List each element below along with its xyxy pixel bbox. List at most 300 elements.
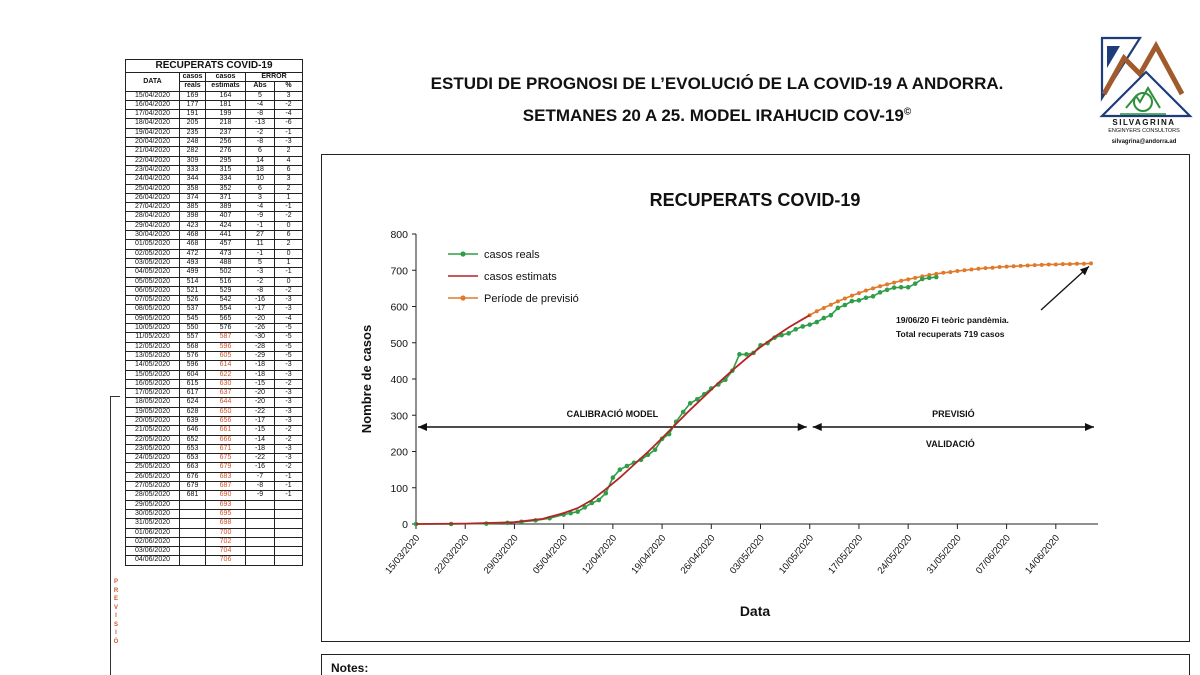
previsio-vertical-letter: I — [115, 630, 117, 636]
cell-error-abs: 5 — [246, 258, 275, 267]
series-point-real — [597, 498, 602, 503]
table-row — [126, 156, 303, 165]
cell-date: 27/04/2020 — [126, 203, 180, 212]
table-row — [126, 491, 303, 500]
cell-error-pct: -3 — [275, 305, 303, 314]
cell-real: 653 — [180, 454, 206, 463]
x-tick-label: 26/04/2020 — [678, 532, 718, 577]
cell-real: 398 — [180, 212, 206, 221]
series-point-real — [814, 320, 819, 325]
table-row — [126, 435, 303, 444]
table-row — [126, 296, 303, 305]
series-point-real — [829, 313, 834, 318]
cell-error-abs: -14 — [246, 435, 275, 444]
cell-estimat: 702 — [206, 537, 246, 546]
series-point-real — [618, 467, 623, 472]
cell-real — [180, 500, 206, 509]
y-tick-label: 100 — [390, 482, 408, 495]
legend-label: Període de previsió — [484, 293, 579, 305]
x-tick-label: 05/04/2020 — [530, 532, 570, 577]
cell-date: 21/04/2020 — [126, 147, 180, 156]
cell-estimat: 256 — [206, 138, 246, 147]
legend-swatch-point — [460, 251, 465, 256]
y-tick-label: 400 — [390, 374, 408, 386]
x-tick-label: 12/04/2020 — [580, 532, 620, 577]
legend-label: casos reals — [484, 249, 540, 261]
x-tick-label: 17/05/2020 — [826, 532, 866, 577]
cell-date: 28/04/2020 — [126, 212, 180, 221]
cell-real: 628 — [180, 407, 206, 416]
previsio-vertical-label — [112, 578, 120, 646]
cell-error-pct: 6 — [275, 231, 303, 240]
series-point-previsio — [857, 291, 861, 295]
cell-date: 29/04/2020 — [126, 221, 180, 230]
cell-error-pct: -2 — [275, 212, 303, 221]
cell-error-abs: -20 — [246, 314, 275, 323]
cell-date: 10/05/2020 — [126, 324, 180, 333]
table-row — [126, 472, 303, 481]
cell-date: 18/05/2020 — [126, 398, 180, 407]
cell-estimat: 596 — [206, 342, 246, 351]
series-point-previsio — [871, 286, 875, 290]
cell-estimat: 542 — [206, 296, 246, 305]
table-row — [126, 212, 303, 221]
series-point-previsio — [1082, 262, 1086, 266]
cell-date: 17/05/2020 — [126, 389, 180, 398]
period-arrowhead-right — [798, 423, 807, 431]
cell-estimat: 502 — [206, 268, 246, 277]
table-row — [126, 361, 303, 370]
series-point-previsio — [1026, 264, 1030, 268]
cell-date: 17/04/2020 — [126, 110, 180, 119]
table-row — [126, 240, 303, 249]
cell-date: 27/05/2020 — [126, 482, 180, 491]
cell-error-abs — [246, 509, 275, 518]
series-point-previsio — [1075, 262, 1079, 266]
cell-real: 423 — [180, 221, 206, 230]
series-point-previsio — [1061, 262, 1065, 266]
cell-estimat: 683 — [206, 472, 246, 481]
table-row — [126, 547, 303, 556]
x-tick-label: 19/04/2020 — [629, 532, 669, 577]
cell-date: 04/06/2020 — [126, 556, 180, 565]
series-point-real — [934, 275, 939, 280]
cell-estimat: 693 — [206, 500, 246, 509]
cell-estimat: 389 — [206, 203, 246, 212]
cell-estimat: 671 — [206, 444, 246, 453]
cell-estimat: 700 — [206, 528, 246, 537]
x-tick-label: 31/05/2020 — [924, 532, 964, 577]
cell-estimat: 295 — [206, 156, 246, 165]
table-row — [126, 342, 303, 351]
cell-estimat: 315 — [206, 165, 246, 174]
annotation-arrow-line — [1041, 266, 1089, 310]
cell-real: 537 — [180, 305, 206, 314]
cell-real: 550 — [180, 324, 206, 333]
cell-date: 30/05/2020 — [126, 509, 180, 518]
cell-estimat: 661 — [206, 426, 246, 435]
cell-date: 19/04/2020 — [126, 128, 180, 137]
cell-error-pct: 4 — [275, 156, 303, 165]
previsio-vertical-letter: I — [115, 613, 117, 619]
cell-error-abs — [246, 519, 275, 528]
cell-error-pct: -5 — [275, 342, 303, 351]
cell-date: 06/05/2020 — [126, 286, 180, 295]
cell-estimat: 164 — [206, 91, 246, 100]
cell-error-abs: -9 — [246, 212, 275, 221]
previsio-vertical-letter: V — [113, 604, 118, 611]
cell-real: 385 — [180, 203, 206, 212]
cell-estimat: 630 — [206, 379, 246, 388]
series-point-real — [864, 296, 869, 301]
previsio-vertical-letter: E — [113, 596, 118, 602]
cell-estimat: 371 — [206, 193, 246, 202]
series-point-previsio — [1089, 261, 1093, 265]
x-tick-label: 07/06/2020 — [973, 532, 1013, 577]
cell-real: 374 — [180, 193, 206, 202]
cell-date: 12/05/2020 — [126, 342, 180, 351]
cell-estimat: 565 — [206, 314, 246, 323]
cell-real: 468 — [180, 231, 206, 240]
cell-real: 169 — [180, 91, 206, 100]
x-tick-label: 29/03/2020 — [481, 532, 521, 577]
cell-date: 29/05/2020 — [126, 500, 180, 509]
cell-error-abs: 6 — [246, 147, 275, 156]
cell-estimat: 698 — [206, 519, 246, 528]
table-row — [126, 268, 303, 277]
cell-error-abs: -26 — [246, 324, 275, 333]
cell-error-pct: -2 — [275, 435, 303, 444]
series-point-previsio — [850, 294, 854, 298]
cell-estimat: 334 — [206, 175, 246, 184]
table-row — [126, 379, 303, 388]
cell-real: 358 — [180, 184, 206, 193]
series-point-previsio — [969, 268, 973, 272]
table-row — [126, 444, 303, 453]
cell-error-pct — [275, 519, 303, 528]
annotation-line2: Total recuperats 719 casos — [896, 329, 1005, 339]
cell-real — [180, 537, 206, 546]
series-point-previsio — [962, 268, 966, 272]
cell-error-abs: -8 — [246, 110, 275, 119]
table-row — [126, 286, 303, 295]
cell-date: 01/06/2020 — [126, 528, 180, 537]
cell-error-abs: 14 — [246, 156, 275, 165]
series-point-real — [857, 298, 862, 303]
cell-error-abs: -18 — [246, 370, 275, 379]
cell-error-abs: 27 — [246, 231, 275, 240]
cell-error-abs: -2 — [246, 128, 275, 137]
legend-swatch-point — [460, 295, 465, 300]
cell-error-abs: -17 — [246, 305, 275, 314]
series-point-previsio — [822, 306, 826, 310]
cell-date: 03/05/2020 — [126, 258, 180, 267]
series-point-real — [793, 327, 798, 332]
series-point-previsio — [976, 267, 980, 271]
x-tick-label: 24/05/2020 — [875, 532, 915, 577]
table-row — [126, 454, 303, 463]
x-axis-label: Data — [739, 603, 771, 619]
validacio-label: VALIDACIÓ — [925, 439, 975, 449]
series-point-real — [821, 316, 826, 321]
cell-real: 493 — [180, 258, 206, 267]
x-tick-label: 03/05/2020 — [727, 532, 767, 577]
y-tick-label: 200 — [390, 446, 408, 459]
series-point-previsio — [991, 266, 995, 270]
table-row — [126, 519, 303, 528]
cell-error-abs: -13 — [246, 119, 275, 128]
cell-real: 676 — [180, 472, 206, 481]
cell-error-pct: -3 — [275, 361, 303, 370]
cell-estimat: 614 — [206, 361, 246, 370]
series-point-previsio — [1012, 264, 1016, 268]
cell-error-abs: -4 — [246, 203, 275, 212]
cell-error-abs: -8 — [246, 482, 275, 491]
cell-date: 01/05/2020 — [126, 240, 180, 249]
table-row — [126, 128, 303, 137]
cell-estimat: 687 — [206, 482, 246, 491]
col-header-data: DATA — [126, 73, 180, 92]
cell-error-abs: -1 — [246, 249, 275, 258]
cell-estimat: 656 — [206, 416, 246, 425]
y-tick-label: 600 — [390, 301, 408, 314]
cell-error-pct: 1 — [275, 258, 303, 267]
col-header-est-1: casos — [206, 73, 246, 82]
cell-error-abs: -20 — [246, 398, 275, 407]
cell-estimat: 637 — [206, 389, 246, 398]
cell-date: 25/04/2020 — [126, 184, 180, 193]
table-row — [126, 389, 303, 398]
cell-date: 09/05/2020 — [126, 314, 180, 323]
table-row — [126, 500, 303, 509]
cell-estimat: 650 — [206, 407, 246, 416]
col-header-real-1: casos — [180, 73, 206, 82]
cell-error-pct: -2 — [275, 463, 303, 472]
cell-real: 282 — [180, 147, 206, 156]
cell-error-pct: 1 — [275, 193, 303, 202]
cell-error-abs: 18 — [246, 165, 275, 174]
cell-estimat: 695 — [206, 509, 246, 518]
table-row — [126, 370, 303, 379]
cell-error-abs — [246, 537, 275, 546]
cell-error-pct: -3 — [275, 389, 303, 398]
series-point-previsio — [885, 282, 889, 286]
table-row — [126, 407, 303, 416]
cell-date: 26/05/2020 — [126, 472, 180, 481]
cell-error-pct: -3 — [275, 370, 303, 379]
cell-real — [180, 556, 206, 565]
cell-estimat: 587 — [206, 333, 246, 342]
table-row — [126, 100, 303, 109]
cell-error-pct: 2 — [275, 240, 303, 249]
cell-date: 24/04/2020 — [126, 175, 180, 184]
cell-estimat: 473 — [206, 249, 246, 258]
recuperats-table — [125, 59, 303, 566]
cell-date: 14/05/2020 — [126, 361, 180, 370]
cell-estimat: 529 — [206, 286, 246, 295]
cell-real: 248 — [180, 138, 206, 147]
cell-error-pct: -5 — [275, 333, 303, 342]
page-title-line2 — [322, 106, 1112, 126]
period-arrowhead-right — [1085, 423, 1094, 431]
series-point-real — [843, 303, 848, 308]
series-point-previsio — [984, 266, 988, 270]
cell-estimat: 576 — [206, 324, 246, 333]
cell-real: 646 — [180, 426, 206, 435]
cell-error-abs: -16 — [246, 296, 275, 305]
series-point-previsio — [1047, 262, 1051, 266]
series-point-previsio — [1019, 264, 1023, 268]
cell-error-abs: -17 — [246, 416, 275, 425]
cell-error-pct: -1 — [275, 491, 303, 500]
cell-error-abs: -8 — [246, 286, 275, 295]
series-point-real — [625, 464, 630, 469]
table-row — [126, 193, 303, 202]
cell-date: 05/05/2020 — [126, 277, 180, 286]
table-row — [126, 231, 303, 240]
cell-estimat: 276 — [206, 147, 246, 156]
cell-error-abs: -18 — [246, 444, 275, 453]
recuperats-chart — [321, 154, 1190, 642]
cell-real: 663 — [180, 463, 206, 472]
cell-error-abs: -9 — [246, 491, 275, 500]
series-point-real — [892, 285, 897, 290]
cell-real: 617 — [180, 389, 206, 398]
series-point-real — [737, 352, 742, 357]
cell-error-pct — [275, 528, 303, 537]
cell-estimat: 605 — [206, 351, 246, 360]
series-point-previsio — [864, 289, 868, 293]
cell-real: 499 — [180, 268, 206, 277]
table-row — [126, 277, 303, 286]
cell-error-pct: -6 — [275, 119, 303, 128]
cell-estimat: 457 — [206, 240, 246, 249]
cell-error-abs — [246, 556, 275, 565]
notes-box — [321, 654, 1190, 675]
cell-date: 30/04/2020 — [126, 231, 180, 240]
cell-error-pct: -2 — [275, 100, 303, 109]
table-row — [126, 528, 303, 537]
cell-real: 653 — [180, 444, 206, 453]
series-point-real — [575, 509, 580, 514]
cell-error-abs: 6 — [246, 184, 275, 193]
cell-real — [180, 509, 206, 518]
cell-estimat: 424 — [206, 221, 246, 230]
y-axis-label: Nombre de casos — [359, 324, 374, 434]
cell-date: 20/05/2020 — [126, 416, 180, 425]
cell-error-pct: -3 — [275, 416, 303, 425]
table-row — [126, 314, 303, 323]
page-title-line2-text: SETMANES 20 A 25. MODEL IRAHUCID COV-19 — [522, 106, 904, 125]
page-title-line1: ESTUDI DE PROGNOSI DE L’EVOLUCIÓ DE LA COVID-19 A ANDORRA. — [430, 74, 1004, 93]
table-row — [126, 537, 303, 546]
series-point-real — [653, 447, 658, 452]
cell-date: 31/05/2020 — [126, 519, 180, 528]
cell-estimat: 407 — [206, 212, 246, 221]
cell-error-abs: 5 — [246, 91, 275, 100]
table-row — [126, 165, 303, 174]
cell-estimat: 666 — [206, 435, 246, 444]
cell-error-pct: -5 — [275, 324, 303, 333]
logo-email: silvagrina@andorra.ad — [1111, 139, 1177, 145]
logo-name: SILVAGRINA — [1112, 118, 1176, 127]
y-tick-label: 300 — [390, 410, 408, 423]
col-header-pct: % — [275, 82, 303, 91]
cell-date: 02/06/2020 — [126, 537, 180, 546]
series-point-real — [604, 491, 609, 496]
series-point-previsio — [906, 277, 910, 281]
table-body — [126, 91, 303, 565]
cell-date: 28/05/2020 — [126, 491, 180, 500]
cell-error-pct: 2 — [275, 147, 303, 156]
cell-real: 235 — [180, 128, 206, 137]
cell-error-pct: 2 — [275, 184, 303, 193]
cell-error-pct: -3 — [275, 444, 303, 453]
series-point-real — [688, 401, 693, 406]
period-label: PREVISIÓ — [932, 409, 975, 419]
cell-error-abs — [246, 528, 275, 537]
series-point-previsio — [948, 270, 952, 274]
series-point-real — [871, 294, 876, 299]
series-point-previsio — [892, 281, 896, 285]
period-arrowhead-left — [813, 423, 822, 431]
table-row — [126, 416, 303, 425]
series-point-previsio — [1040, 263, 1044, 267]
cell-date: 15/05/2020 — [126, 370, 180, 379]
series-point-real — [913, 281, 918, 286]
series-line-estimat — [416, 315, 810, 524]
cell-error-pct — [275, 547, 303, 556]
cell-real: 521 — [180, 286, 206, 295]
series-point-previsio — [941, 271, 945, 275]
series-point-previsio — [843, 297, 847, 301]
series-point-previsio — [829, 303, 833, 307]
table-row — [126, 556, 303, 565]
cell-real: 557 — [180, 333, 206, 342]
table-row — [126, 426, 303, 435]
table-row — [126, 324, 303, 333]
cell-real: 191 — [180, 110, 206, 119]
logo-subtitle: ENGINYERS CONSULTORS — [1108, 128, 1180, 134]
cell-error-abs: -15 — [246, 426, 275, 435]
series-point-previsio — [1068, 262, 1072, 266]
series-point-previsio — [955, 269, 959, 273]
cell-date: 25/05/2020 — [126, 463, 180, 472]
cell-error-pct: -1 — [275, 268, 303, 277]
cell-real: 545 — [180, 314, 206, 323]
previsio-vertical-letter: P — [113, 579, 118, 585]
cell-estimat: 218 — [206, 119, 246, 128]
table-row — [126, 463, 303, 472]
cell-estimat: 488 — [206, 258, 246, 267]
cell-estimat: 622 — [206, 370, 246, 379]
series-point-real — [927, 276, 932, 281]
series-point-real — [611, 475, 616, 480]
cell-real: 468 — [180, 240, 206, 249]
cell-date: 22/04/2020 — [126, 156, 180, 165]
cell-date: 23/04/2020 — [126, 165, 180, 174]
table-row — [126, 203, 303, 212]
cell-real: 514 — [180, 277, 206, 286]
cell-date: 04/05/2020 — [126, 268, 180, 277]
silvagrina-logo-icon — [1090, 36, 1198, 154]
cell-date: 08/05/2020 — [126, 305, 180, 314]
cell-real: 344 — [180, 175, 206, 184]
cell-error-abs: -1 — [246, 221, 275, 230]
cell-real: 681 — [180, 491, 206, 500]
cell-real: 333 — [180, 165, 206, 174]
cell-date: 03/06/2020 — [126, 547, 180, 556]
